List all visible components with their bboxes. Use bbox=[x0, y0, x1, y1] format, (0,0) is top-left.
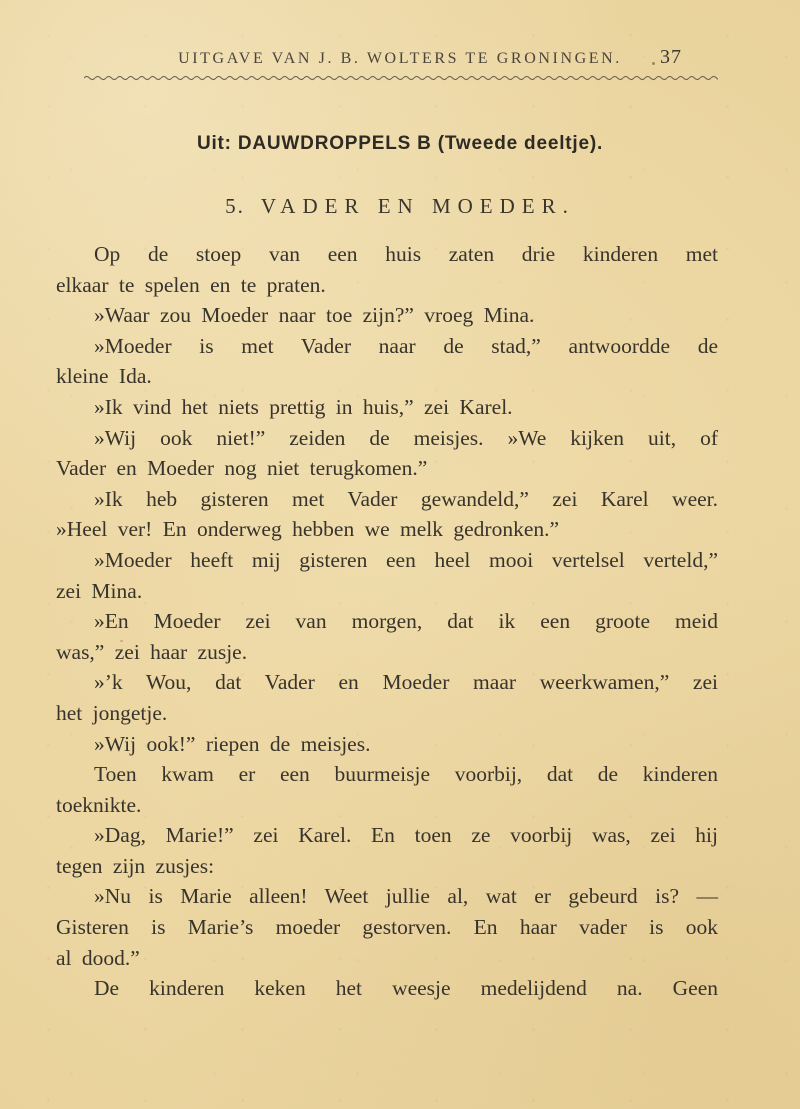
text-line: »’k Wou, dat Vader en Moeder maar weerkwamen,” zei bbox=[94, 670, 718, 695]
paper-speck bbox=[652, 62, 655, 65]
text-line: Gisteren is Marie’s moeder gestorven. En haar vader is ook bbox=[56, 915, 718, 940]
text-line: »Wij ook niet!” zeiden de meisjes. »We kijken uit, of bbox=[94, 425, 718, 450]
text-line: zei Mina. bbox=[56, 578, 143, 603]
text-line: De kinderen keken het weesje medelijdend na. Geen bbox=[94, 976, 718, 1001]
text-line: tegen zijn zusjes: bbox=[56, 853, 215, 878]
paper-speck bbox=[120, 640, 123, 642]
text-line: kleine Ida. bbox=[56, 364, 152, 389]
text-line: »Waar zou Moeder naar toe zijn?” vroeg Mina. bbox=[94, 303, 535, 328]
source-title: Uit: DAUWDROPPELS B (Tweede deeltje). bbox=[196, 133, 604, 154]
text-line: »Moeder is met Vader naar de stad,” antwoordde de bbox=[94, 333, 718, 358]
chapter-heading bbox=[0, 194, 800, 219]
running-head: UITGAVE VAN J. B. WOLTERS TE GRONINGEN. bbox=[178, 50, 622, 67]
text-line: »Moeder heeft mij gisteren een heel mooi vertelsel verteld,” bbox=[94, 547, 718, 572]
story-text bbox=[56, 239, 718, 1004]
text-line: »Ik vind het niets prettig in huis,” zei Karel. bbox=[94, 394, 513, 419]
text-line: al dood.” bbox=[56, 945, 140, 970]
paper-speck bbox=[148, 380, 150, 382]
text-line: »Heel ver! En onderweg hebben we melk gedronken.” bbox=[56, 517, 560, 542]
text-line: toeknikte. bbox=[56, 792, 142, 817]
wavy-rule-divider bbox=[84, 72, 718, 84]
text-line: »Ik heb gisteren met Vader gewandeld,” zei Karel weer. bbox=[94, 486, 718, 511]
chapter-title: VADER EN MOEDER. bbox=[260, 194, 575, 218]
text-line: »Nu is Marie alleen! Weet jullie al, wat er gebeurd is? — bbox=[94, 884, 718, 909]
text-line: Op de stoep van een huis zaten drie kinderen met bbox=[94, 242, 718, 266]
chapter-number: 5. bbox=[225, 194, 245, 218]
text-line: het jongetje. bbox=[56, 700, 168, 725]
text-line: »En Moeder zei van morgen, dat ik een groote meid bbox=[94, 609, 718, 634]
page-number: 37 bbox=[660, 46, 682, 68]
text-line: was,” zei haar zusje. bbox=[56, 639, 248, 664]
text-line: Toen kwam er een buurmeisje voorbij, dat de kinderen bbox=[94, 762, 718, 787]
text-line: »Dag, Marie!” zei Karel. En toen ze voorbij was, zei hij bbox=[94, 823, 718, 848]
text-line: elkaar te spelen en te praten. bbox=[56, 272, 326, 297]
text-line: »Wij ook!” riepen de meisjes. bbox=[94, 731, 371, 756]
text-line: Vader en Moeder nog niet terugkomen.” bbox=[56, 456, 428, 481]
